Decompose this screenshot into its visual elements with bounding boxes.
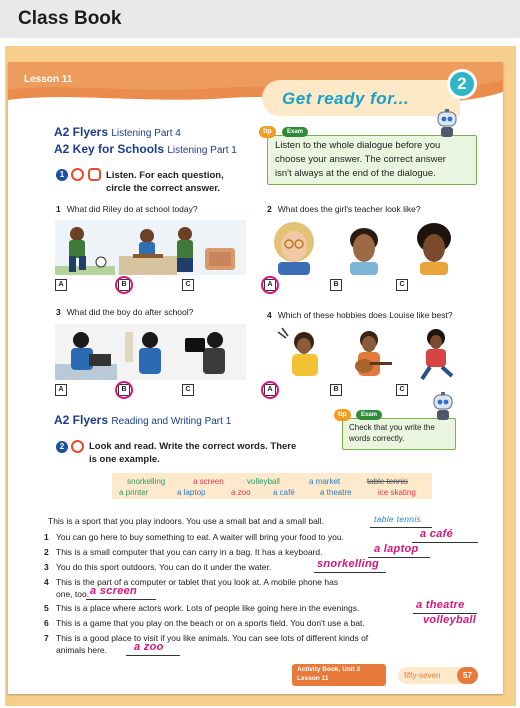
exam-tag: Exam: [282, 127, 308, 137]
q1-option-b[interactable]: B: [118, 279, 130, 291]
exercise2-instruction: [89, 440, 296, 466]
tip-tag: tip: [259, 126, 276, 138]
exam-tag-2: Exam: [356, 410, 382, 420]
item-2-number: 2: [44, 547, 49, 557]
q2-option-a[interactable]: A: [264, 279, 276, 291]
item-1-number: 1: [44, 532, 49, 542]
q2-option-c[interactable]: C: [396, 279, 408, 291]
item-7-line: [126, 655, 180, 656]
word-ice-skating: ice skating: [378, 488, 416, 497]
item-3: [44, 562, 271, 572]
tip-tag-2: tip: [334, 409, 351, 421]
word-a-market: a market: [309, 477, 341, 486]
item-4-line: [86, 599, 156, 600]
example-text: This is a sport that you play indoors. You use a small bat and a small ball.: [48, 516, 324, 526]
item-5-text: This is a place where actors work. Lots of people like going here in the evenings.: [56, 603, 360, 613]
exam-tip-listening: [267, 135, 477, 185]
exercise2-instruction-line1: Look and read. Write the correct words. There: [89, 441, 297, 452]
item-5: [44, 603, 359, 613]
exercise1-number: 1: [56, 169, 68, 181]
word-a-printer: a printer: [119, 488, 149, 497]
word-a-screen: a screen: [193, 477, 224, 486]
q3-option-c[interactable]: C: [182, 384, 194, 396]
question-4-text: Which of these hobbies does Louise like best?: [277, 310, 453, 320]
item-1-answer[interactable]: a café: [420, 528, 453, 540]
question-1: [56, 204, 198, 214]
section1-title-key-sub: Listening Part 1: [167, 145, 237, 156]
question-2-number: 2: [267, 204, 272, 214]
word-a-zoo: a zoo: [231, 488, 251, 497]
exercise2-number: 2: [56, 441, 68, 453]
page-number-words: fifty-seven: [404, 671, 441, 680]
example-answer: table tennis: [374, 514, 422, 524]
question-1-number: 1: [56, 204, 61, 214]
item-4-text-cont: one, too.: [56, 589, 90, 599]
item-2: [44, 547, 322, 557]
word-a-laptop: a laptop: [177, 488, 206, 497]
section1-title-key-main: A2 Key for Schools: [54, 142, 165, 156]
item-5-answer[interactable]: a theatre: [416, 599, 465, 611]
exercise1-instruction: [106, 169, 224, 195]
item-4-number: 4: [44, 577, 49, 587]
robot-icon-2: [430, 392, 456, 422]
robot-icon: [434, 109, 460, 139]
item-7-text-cont: animals here.: [56, 645, 108, 655]
q3-option-b[interactable]: B: [118, 384, 130, 396]
section1-title-flyers: [54, 125, 181, 139]
q1-answer-ring: [115, 276, 133, 294]
audio-icon: [88, 168, 101, 181]
q3-option-a[interactable]: A: [55, 384, 67, 396]
exercise2-instruction-line2: is one example.: [89, 454, 160, 465]
item-1: [44, 532, 344, 542]
q4-option-b[interactable]: B: [330, 384, 342, 396]
page-number: 57: [457, 667, 478, 684]
q4-option-c[interactable]: C: [396, 384, 408, 396]
question-3-pictures: [55, 324, 246, 380]
question-3-text: What did the boy do after school?: [66, 307, 194, 317]
item-6-answer[interactable]: volleyball: [423, 614, 477, 626]
target-icon: [71, 168, 84, 181]
tip1-line3: isn't always at the end of the dialogue.: [275, 168, 436, 179]
q1-option-a[interactable]: A: [55, 279, 67, 291]
section2-title: [54, 413, 231, 427]
word-snorkelling: snorkelling: [127, 477, 166, 486]
item-7-number: 7: [44, 633, 49, 643]
top-bar: [0, 0, 520, 38]
q3-answer-ring: [115, 381, 133, 399]
item-2-answer[interactable]: a laptop: [374, 543, 419, 555]
tip1-line1: Listen to the whole dialogue before you: [275, 140, 441, 151]
question-1-text: What did Riley do at school today?: [66, 204, 198, 214]
item-3-line: [314, 572, 386, 573]
section1-title-flyers-sub: Listening Part 4: [111, 128, 181, 139]
tip2-line1: Check that you write the: [349, 423, 435, 432]
item-2-text: This is a small computer that you can carry in a bag. It has a keyboard.: [56, 547, 323, 557]
exam-tip-reading: [342, 418, 456, 450]
item-3-number: 3: [44, 562, 49, 572]
q4-option-a[interactable]: A: [264, 384, 276, 396]
question-1-pictures: [55, 220, 246, 275]
lesson-label: Lesson 11: [24, 74, 73, 85]
question-4-pictures: [264, 324, 474, 380]
question-4: [267, 310, 453, 320]
item-4: [44, 577, 338, 587]
item-1-text: You can go here to buy something to eat. A waiter will bring your food to you.: [56, 532, 344, 542]
question-2-pictures: [264, 220, 474, 275]
word-volleyball: volleyball: [247, 477, 280, 486]
item-3-answer[interactable]: snorkelling: [317, 558, 379, 570]
item-7-answer[interactable]: a zoo: [134, 641, 164, 653]
item-7: [44, 633, 368, 643]
exercise1-instruction-line2: circle the correct answer.: [106, 183, 221, 194]
exercise1-instruction-line1: Listen. For each question,: [106, 170, 224, 181]
item-5-number: 5: [44, 603, 49, 613]
item-6: [44, 618, 365, 628]
section2-title-sub: Reading and Writing Part 1: [111, 416, 232, 427]
question-2: [267, 204, 421, 214]
tip2-line2: words correctly.: [349, 434, 405, 443]
item-1-line: [412, 542, 478, 543]
section2-title-main: A2 Flyers: [54, 413, 109, 427]
section1-title-flyers-main: A2 Flyers: [54, 125, 109, 139]
item-4-text: This is the part of a computer or tablet that you look at. A mobile phone has: [56, 577, 339, 587]
q2-option-b[interactable]: B: [330, 279, 342, 291]
item-7-text: This is a good place to visit if you like animals. You can see lots of different kinds of: [56, 633, 369, 643]
item-6-text: This is a game that you play on the beach or on a sports field. You don't use a bat.: [56, 618, 365, 628]
tip1-line2: choose your answer. The correct answer: [275, 154, 446, 165]
q4-answer-ring: [261, 381, 279, 399]
question-3-number: 3: [56, 307, 61, 317]
item-3-text: You do this sport outdoors. You can do it under the water.: [56, 562, 272, 572]
activity-book-reference: [297, 666, 360, 683]
question-4-number: 4: [267, 310, 272, 320]
question-2-text: What does the girl's teacher look like?: [277, 204, 421, 214]
activity-book-line1: Activity Book, Unit 2: [297, 666, 361, 673]
question-3: [56, 307, 193, 317]
activity-book-line2: Lesson 11: [297, 674, 329, 682]
book-title: Class Book: [18, 8, 122, 29]
section1-title-key: [54, 142, 237, 156]
word-a-cafe: a café: [273, 488, 295, 497]
target-icon-2: [71, 440, 84, 453]
item-6-number: 6: [44, 618, 49, 628]
q1-option-c[interactable]: C: [182, 279, 194, 291]
unit-number-badge: 2: [447, 69, 477, 99]
lesson-title: Get ready for...: [282, 89, 410, 108]
item-4-answer[interactable]: a screen: [90, 585, 138, 597]
q2-answer-ring: [261, 276, 279, 294]
word-a-theatre: a theatre: [320, 488, 352, 497]
word-table-tennis: table tennis: [367, 477, 408, 486]
